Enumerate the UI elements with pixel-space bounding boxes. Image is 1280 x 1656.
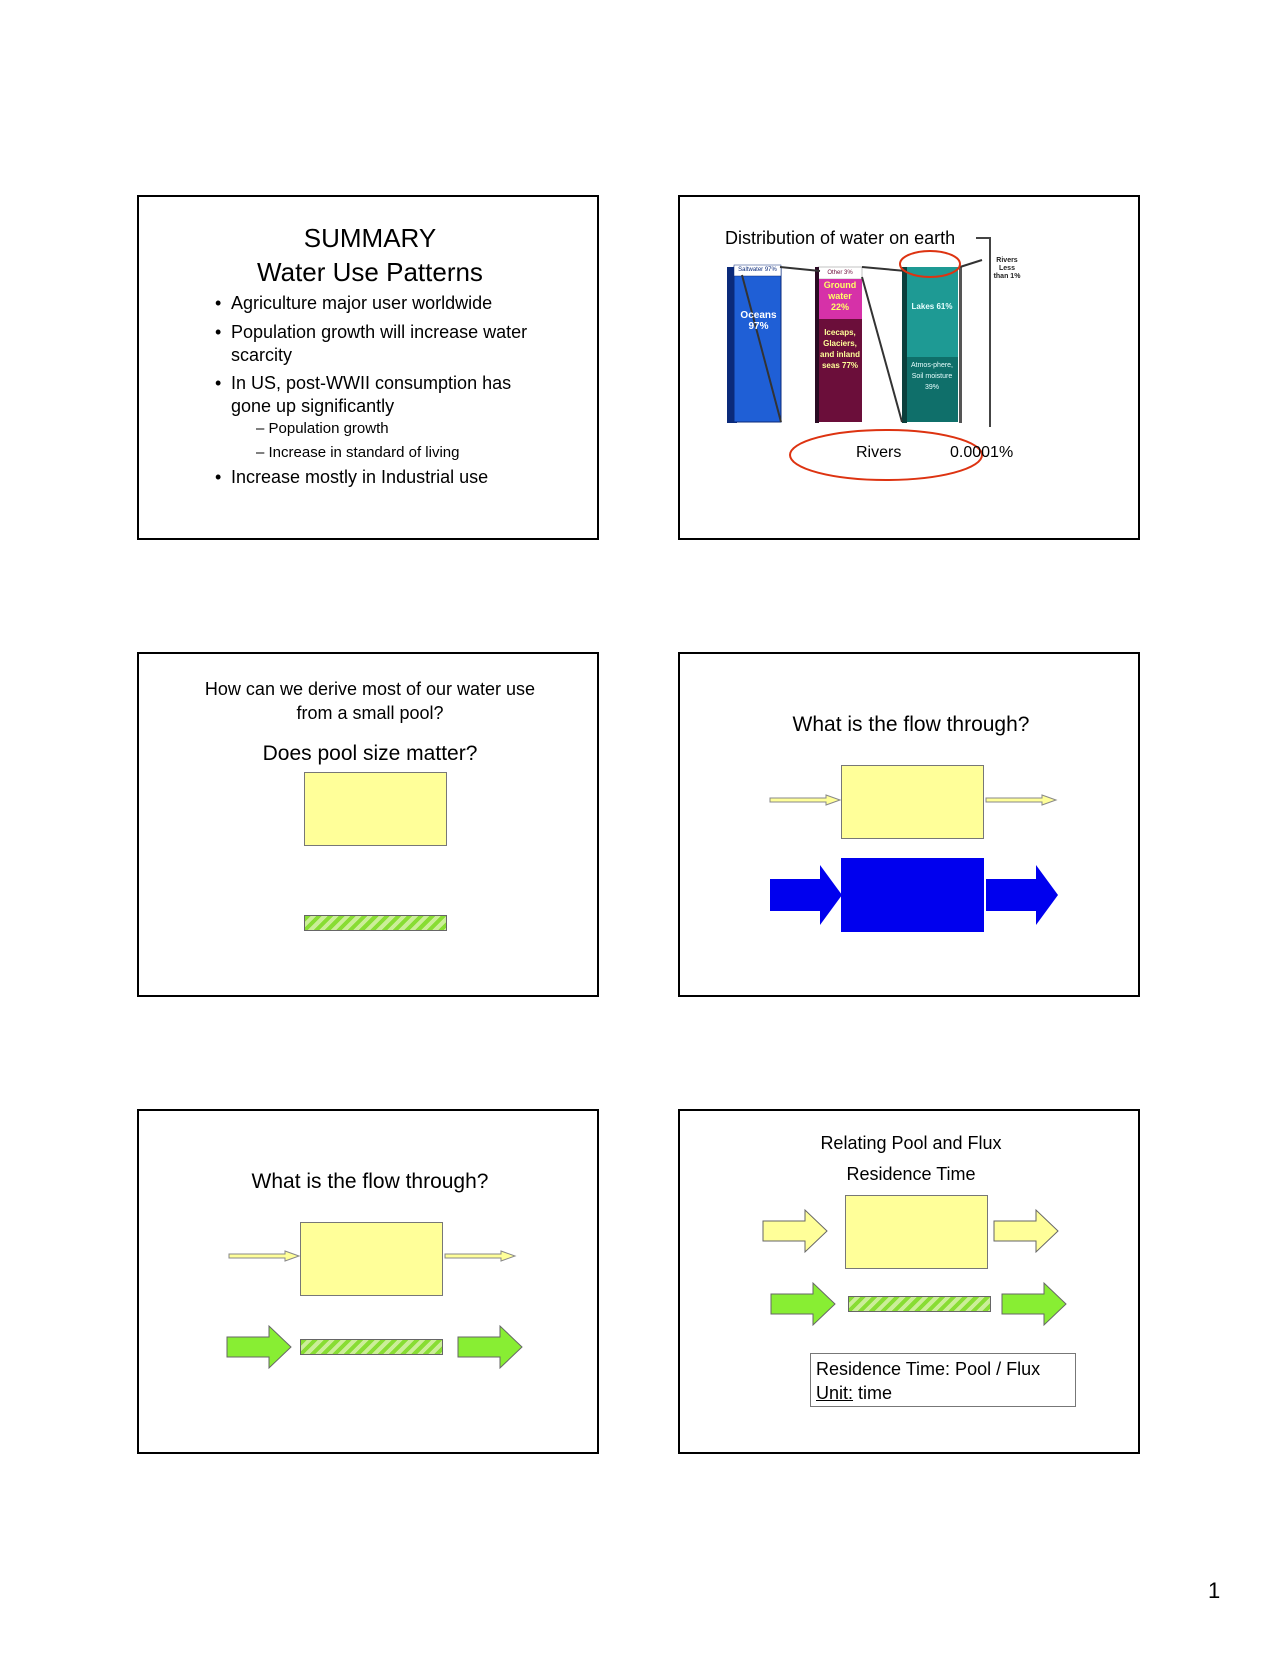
slide-flow-through-b <box>137 1109 599 1454</box>
slide-flow-through-a <box>678 652 1140 997</box>
large-pool-box <box>304 772 447 846</box>
yellow-pool-box <box>845 1195 988 1269</box>
yellow-pool-box <box>300 1222 443 1296</box>
other-header-label: Other 3% <box>827 270 853 276</box>
summary-subtitle: Water Use Patterns <box>257 257 483 287</box>
slide-residence-time <box>678 1109 1140 1454</box>
residence-unit <box>816 1381 1070 1405</box>
page-number: 1 <box>1208 1578 1221 1603</box>
bullet-2: • Population growth will increase water scarcity <box>215 322 528 365</box>
unit-label: Unit: <box>816 1383 854 1403</box>
flow-title-b: What is the flow through? <box>251 1170 489 1193</box>
residence-formula: Residence Time: Pool / Flux <box>816 1359 1041 1379</box>
oceans-label: Oceans 97% <box>740 310 777 332</box>
thin-outflow-arrow <box>445 1251 515 1261</box>
pool-question-line-1: How can we derive most of our water use <box>204 679 536 699</box>
pool-size-subtitle: Does pool size matter? <box>262 742 478 765</box>
connector-top-3 <box>960 260 982 267</box>
sub-bullet-2: – Increase in standard of living <box>256 444 460 461</box>
residence-definition-box <box>810 1353 1076 1407</box>
thin-inflow-arrow <box>770 795 840 805</box>
pool-question <box>139 677 599 725</box>
bullet-3: • In US, post-WWII consumption has gone up significantly <box>215 373 512 416</box>
yellow-outflow-arrow <box>994 1210 1058 1252</box>
small-pool-bar <box>300 1339 443 1355</box>
unit-value: time <box>853 1383 893 1403</box>
lakes-column-edge <box>959 267 962 423</box>
icecaps-label: Icecaps, Glaciers, and inland seas 77% <box>820 328 860 370</box>
slide-distribution <box>678 195 1140 540</box>
green-inflow-arrow <box>771 1283 835 1325</box>
bullet-4: • Increase mostly in Industrial use <box>215 467 489 487</box>
residence-title-line-1: Relating Pool and Flux <box>820 1133 1002 1153</box>
summary-title: SUMMARY <box>303 223 437 253</box>
rivers-callout-value: 0.0001% <box>950 444 1014 461</box>
green-inflow-arrow <box>227 1326 291 1368</box>
slide-pool-size <box>137 652 599 997</box>
saltwater-header-label: Saltwater 97% <box>738 267 777 273</box>
thick-outflow-arrow <box>986 865 1058 925</box>
connector-top-2 <box>862 267 906 271</box>
lakes-column <box>906 267 958 357</box>
rivers-side-label: Rivers Less than 1% <box>993 257 1021 280</box>
thin-inflow-arrow <box>229 1251 299 1261</box>
small-pool-bar <box>304 915 447 931</box>
green-outflow-arrow <box>1002 1283 1066 1325</box>
atmosphere-label: Atmos-phere, Soil moisture 39% <box>910 362 954 391</box>
thin-outflow-arrow <box>986 795 1056 805</box>
yellow-pool-box <box>841 765 984 839</box>
title-bracket-line <box>976 238 990 427</box>
yellow-inflow-arrow <box>763 1210 827 1252</box>
thick-inflow-arrow <box>770 865 842 925</box>
flow-title-a: What is the flow through? <box>792 713 1030 736</box>
lakes-label: Lakes 61% <box>911 302 953 311</box>
small-pool-bar <box>848 1296 991 1312</box>
rivers-callout-label: Rivers <box>856 444 902 461</box>
groundwater-label: Ground water 22% <box>823 280 857 312</box>
pool-question-line-2: from a small pool? <box>296 703 444 723</box>
lakes-column-side <box>902 267 907 423</box>
connector-top-1 <box>780 267 820 271</box>
bullet-1: • Agriculture major user worldwide <box>215 293 493 313</box>
connector-diag-2 <box>862 277 902 422</box>
blue-pool-box <box>841 858 984 932</box>
green-outflow-arrow <box>458 1326 522 1368</box>
sub-bullet-1: – Population growth <box>256 420 389 437</box>
residence-title-line-2: Residence Time <box>846 1164 976 1184</box>
slide-summary <box>137 195 599 540</box>
distribution-title: Distribution of water on earth <box>725 228 956 248</box>
